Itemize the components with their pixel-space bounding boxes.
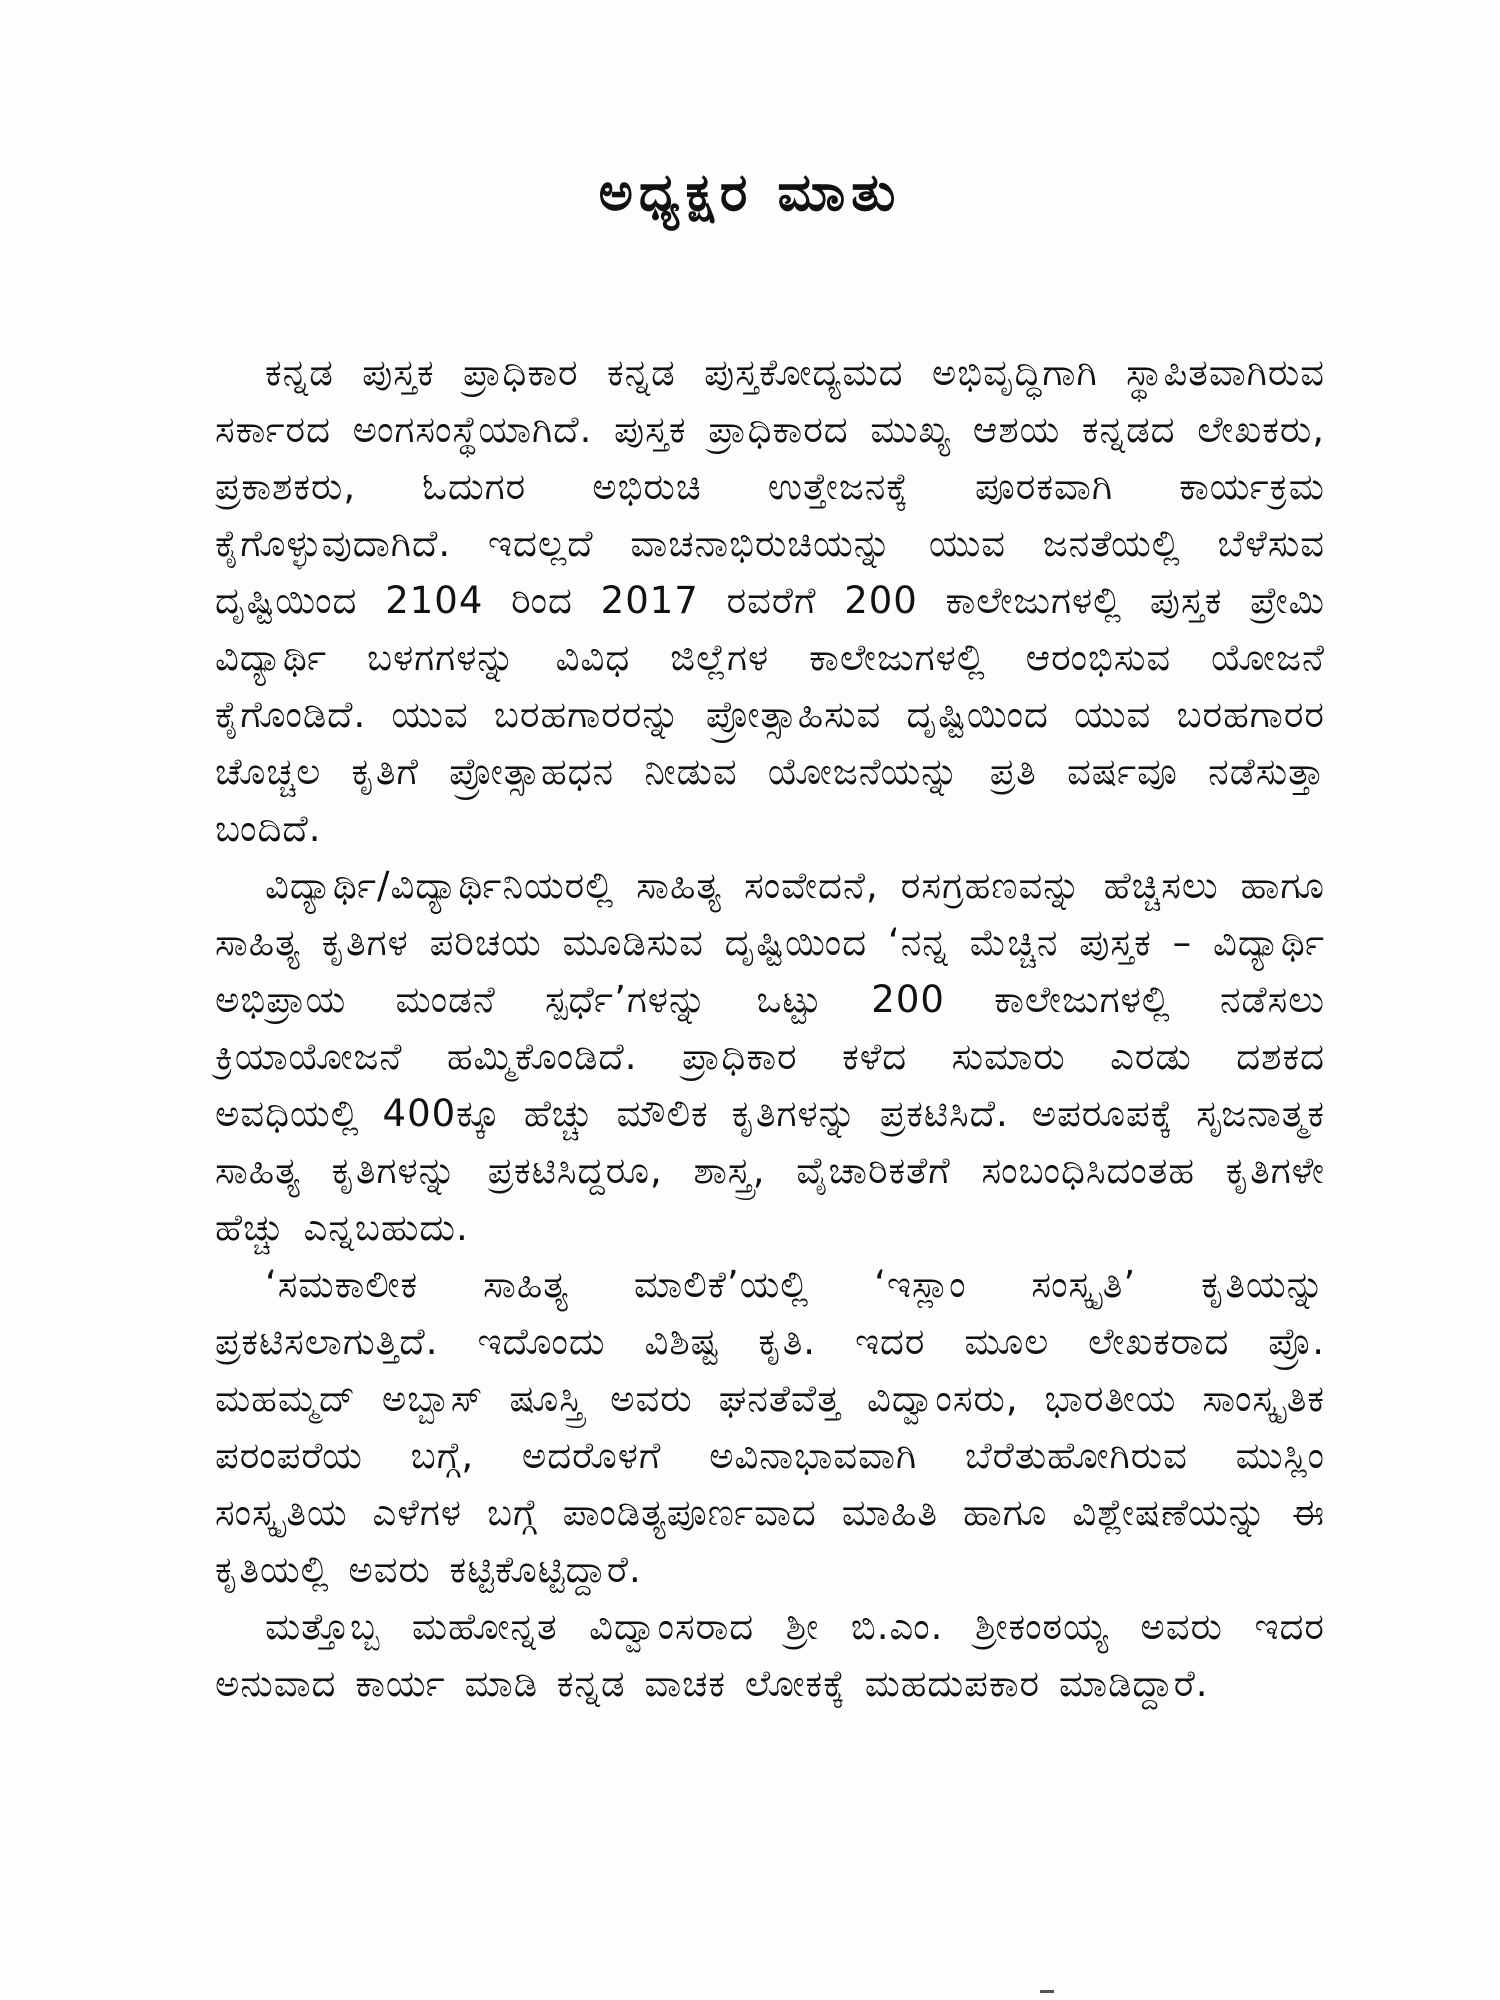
paragraph-1: ಕನ್ನಡ ಪುಸ್ತಕ ಪ್ರಾಧಿಕಾರ ಕನ್ನಡ ಪುಸ್ತಕೋದ್ಯಮದ ಅಭಿವೃದ್ಧಿಗಾಗಿ ಸ್ಥಾಪಿತವಾಗಿರುವ ಸರ್ಕಾರದ ಅಂಗಸಂಸ್ಥೆಯಾಗಿದೆ. ಪುಸ್ತಕ ಪ್ರಾಧಿಕಾರದ ಮುಖ್ಯ ಆಶಯ ಕನ್ನಡದ ಲೇಖಕರು, ಪ್ರಕಾಶಕರು, ಓದುಗರ ಅಭಿರುಚಿ ಉತ್ತೇಜನಕ್ಕೆ ಪೂರಕವಾಗಿ ಕಾರ್ಯಕ್ರಮ ಕೈಗೊಳ್ಳುವುದಾಗಿದೆ. ಇದಲ್ಲದೆ ವಾಚನಾಭಿರುಚಿಯನ್ನು ಯುವ ಜನತೆಯಲ್ಲಿ ಬೆಳೆಸುವ ದೃಷ್ಟಿಯಿಂದ 2104 ರಿಂದ 2017 ರವರೆಗೆ 200 ಕಾಲೇಜುಗಳಲ್ಲಿ ಪುಸ್ತಕ ಪ್ರೇಮಿ ವಿದ್ಯಾರ್ಥಿ ಬಳಗಗಳನ್ನು ವಿವಿಧ ಜಿಲ್ಲೆಗಳ ಕಾಲೇಜುಗಳಲ್ಲಿ ಆರಂಭಿಸುವ ಯೋಜನೆ ಕೈಗೊಂಡಿದೆ. ಯುವ ಬರಹಗಾರರನ್ನು ಪ್ರೋತ್ಸಾಹಿಸುವ ದೃಷ್ಟಿಯಿಂದ ಯುವ ಬರಹಗಾರರ ಚೊಚ್ಚಲ ಕೃತಿಗೆ ಪ್ರೋತ್ಸಾಹಧನ ನೀಡುವ ಯೋಜನೆಯನ್ನು ಪ್ರತಿ ವರ್ಷವೂ ನಡೆಸುತ್ತಾ ಬಂದಿದೆ. [215,351,1325,850]
page-title: ಅಧ್ಯಕ್ಷರ ಮಾತು [598,162,902,223]
paragraph-4: ಮತ್ತೊಬ್ಬ ಮಹೋನ್ನತ ವಿದ್ವಾಂಸರಾದ ಶ್ರೀ ಬಿ.ಎಂ. ಶ್ರೀಕಂಠಯ್ಯ ಅವರು ಇದರ ಅನುವಾದ ಕಾರ್ಯ ಮಾಡಿ ಕನ್ನಡ ವಾಚಕ ಲೋಕಕ್ಕೆ ಮಹದುಪಕಾರ ಮಾಡಿದ್ದಾರೆ. [215,1605,1325,1705]
paragraph-2: ವಿದ್ಯಾರ್ಥಿ/ವಿದ್ಯಾರ್ಥಿನಿಯರಲ್ಲಿ ಸಾಹಿತ್ಯ ಸಂವೇದನೆ, ರಸಗ್ರಹಣವನ್ನು ಹೆಚ್ಚಿಸಲು ಹಾಗೂ ಸಾಹಿತ್ಯ ಕೃತಿಗಳ ಪರಿಚಯ ಮೂಡಿಸುವ ದೃಷ್ಟಿಯಿಂದ ‘ನನ್ನ ಮೆಚ್ಚಿನ ಪುಸ್ತಕ – ವಿದ್ಯಾರ್ಥಿ ಅಭಿಪ್ರಾಯ ಮಂಡನೆ ಸ್ಪರ್ಧೆ’ಗಳನ್ನು ಒಟ್ಟು 200 ಕಾಲೇಜುಗಳಲ್ಲಿ ನಡೆಸಲು ಕ್ರಿಯಾಯೋಜನೆ ಹಮ್ಮಿಕೊಂಡಿದೆ. ಪ್ರಾಧಿಕಾರ ಕಳೆದ ಸುಮಾರು ಎರಡು ದಶಕದ ಅವಧಿಯಲ್ಲಿ 400ಕ್ಕೂ ಹೆಚ್ಚು ಮೌಲಿಕ ಕೃತಿಗಳನ್ನು ಪ್ರಕಟಿಸಿದೆ. ಅಪರೂಪಕ್ಕೆ ಸೃಜನಾತ್ಮಕ ಸಾಹಿತ್ಯ ಕೃತಿಗಳನ್ನು ಪ್ರಕಟಿಸಿದ್ದರೂ, ಶಾಸ್ತ್ರ, ವೈಚಾರಿಕತೆಗೆ ಸಂಬಂಧಿಸಿದಂತಹ ಕೃತಿಗಳೇ ಹೆಚ್ಚು ಎನ್ನಬಹುದು. [215,864,1325,1249]
scan-mark [1040,1990,1054,1993]
paragraph-3: ‘ಸಮಕಾಲೀಕ ಸಾಹಿತ್ಯ ಮಾಲಿಕೆ’ಯಲ್ಲಿ ‘ಇಸ್ಲಾಂ ಸಂಸ್ಕೃತಿ’ ಕೃತಿಯನ್ನು ಪ್ರಕಟಿಸಲಾಗುತ್ತಿದೆ. ಇದೊಂದು ವಿಶಿಷ್ಟ ಕೃತಿ. ಇದರ ಮೂಲ ಲೇಖಕರಾದ ಪ್ರೊ. ಮಹಮ್ಮದ್ ಅಬ್ಬಾಸ್ ಷೂಸ್ತ್ರಿ ಅವರು ಘನತೆವೆತ್ತ ವಿದ್ವಾಂಸರು, ಭಾರತೀಯ ಸಾಂಸ್ಕೃತಿಕ ಪರಂಪರೆಯ ಬಗ್ಗೆ, ಅದರೊಳಗೆ ಅವಿನಾಭಾವವಾಗಿ ಬೆರೆತುಹೋಗಿರುವ ಮುಸ್ಲಿಂ ಸಂಸ್ಕೃತಿಯ ಎಳೆಗಳ ಬಗ್ಗೆ ಪಾಂಡಿತ್ಯಪೂರ್ಣವಾದ ಮಾಹಿತಿ ಹಾಗೂ ವಿಶ್ಲೇಷಣೆಯನ್ನು ಈ ಕೃತಿಯಲ್ಲಿ ಅವರು ಕಟ್ಟಿಕೊಟ್ಟಿದ್ದಾರೆ. [215,1263,1325,1591]
body-text [215,344,1325,1712]
